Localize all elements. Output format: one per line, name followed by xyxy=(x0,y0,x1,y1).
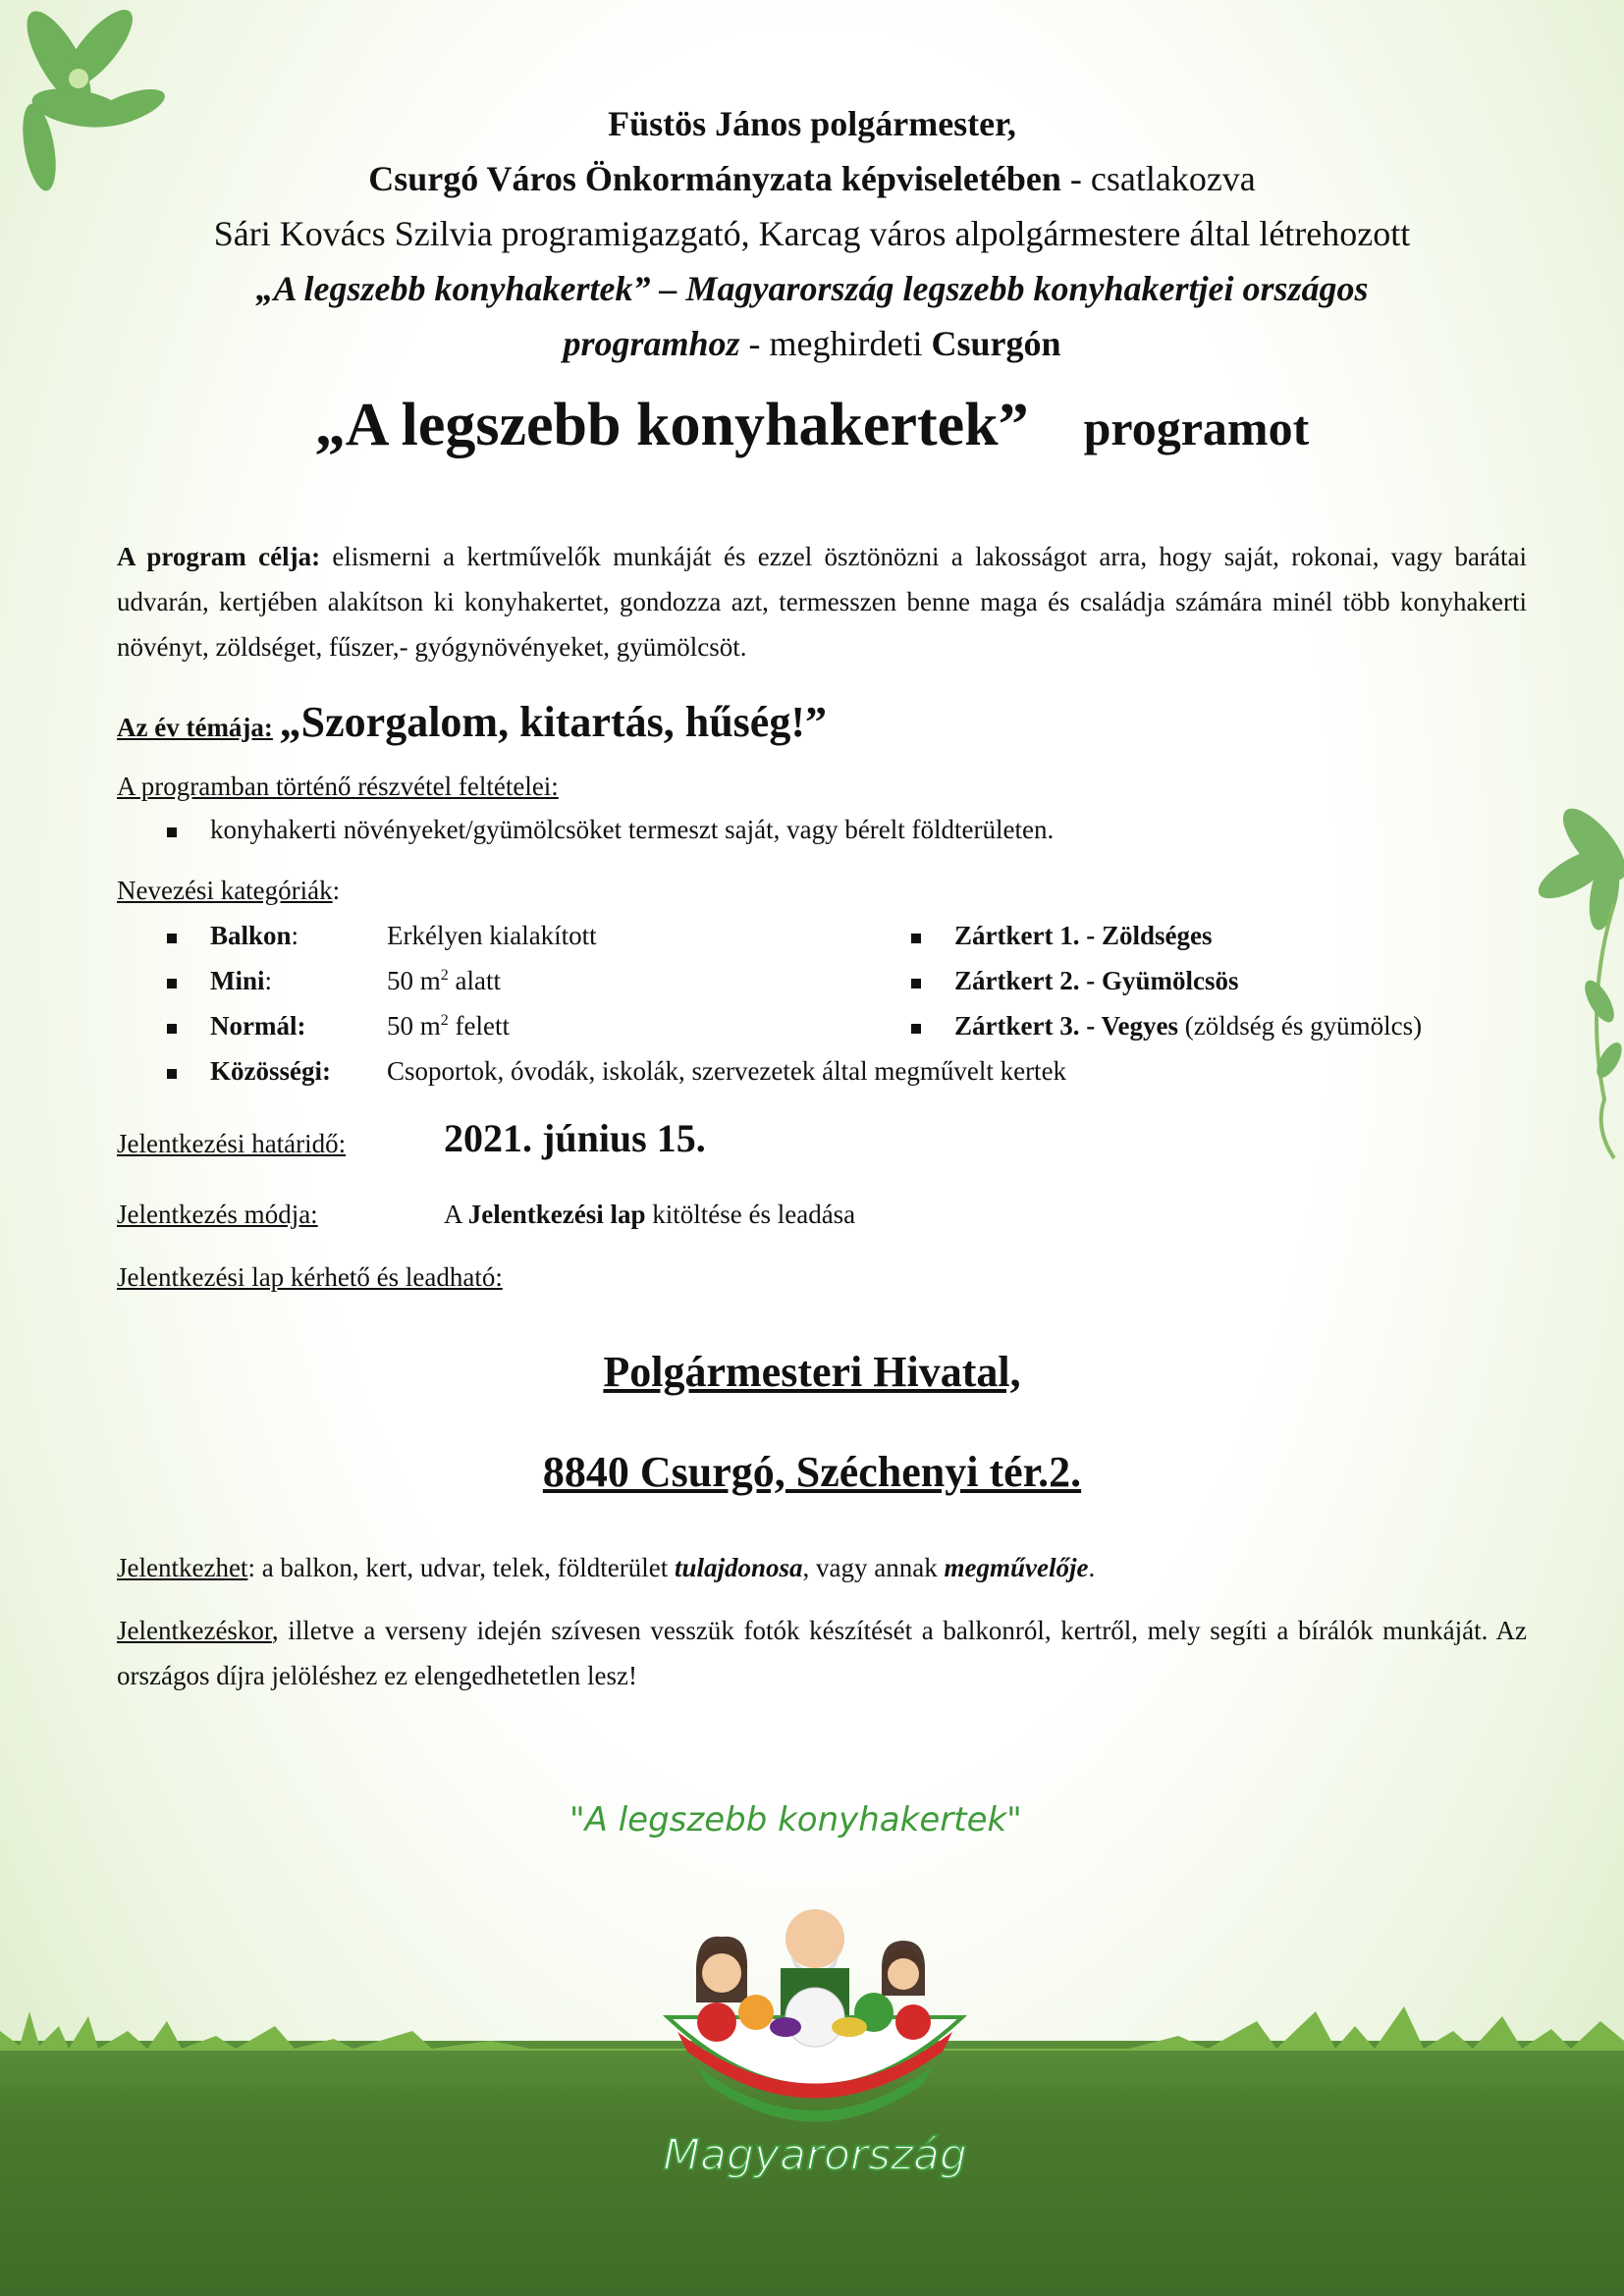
header-town: Csurgón xyxy=(931,324,1061,363)
method-label xyxy=(117,1200,318,1230)
method-form: Jelentkezési lap xyxy=(467,1200,646,1229)
deadline-label xyxy=(117,1129,346,1159)
categories-label-text: Nevezési kategóriák xyxy=(117,876,333,905)
theme-line xyxy=(117,695,1527,755)
header-joined: - csatlakozva xyxy=(1060,159,1256,198)
category-name: Normál: xyxy=(210,1011,306,1041)
desc-sup: 2 xyxy=(440,1012,449,1029)
deadline-date: 2021. június 15. xyxy=(444,1116,706,1160)
bullet-icon xyxy=(167,1069,177,1079)
apply-text3: . xyxy=(1088,1553,1096,1582)
photos-paragraph xyxy=(117,1608,1527,1698)
category-desc xyxy=(387,966,501,996)
where-label-text: Jelentkezési lap kérhető és leadható: xyxy=(117,1262,503,1292)
category-name: Zártkert 2. - Gyümölcsös xyxy=(954,966,1239,995)
bullet-icon xyxy=(167,979,177,988)
category-colon: : xyxy=(264,966,273,995)
title-suffix: programot xyxy=(1083,400,1310,455)
header-line4: „A legszebb konyhakertek” – Magyarország legszebb konyhakertjei országos xyxy=(255,269,1369,308)
theme-label: Az év témája: xyxy=(117,713,273,742)
category-item xyxy=(911,921,1212,951)
category-colon: : xyxy=(291,921,299,950)
desc-sup: 2 xyxy=(440,967,449,984)
category-desc: Csoportok, óvodák, iskolák, szervezetek által megművelt kertek xyxy=(387,1056,1067,1086)
header-mayor: Füstös János polgármester, xyxy=(608,104,1016,143)
deadline-label-text: Jelentkezési határidő: xyxy=(117,1129,347,1158)
conditions-label xyxy=(117,772,559,802)
bullet-icon xyxy=(167,828,177,837)
header-municipality: Csurgó Város Önkormányzata képviseletében xyxy=(368,159,1061,198)
condition-text: konyhakerti növényeket/gyümölcsöket termeszt saját, vagy bérelt földterületen. xyxy=(210,815,1055,844)
desc-pre: 50 m xyxy=(387,966,441,995)
method-label-text: Jelentkezés módja: xyxy=(117,1200,318,1229)
header-program: programhoz xyxy=(563,324,740,363)
list-item xyxy=(167,815,1054,845)
category-extra: (zöldség és gyümölcs) xyxy=(1177,1011,1423,1041)
title-main: „A legszebb konyhakertek” xyxy=(314,392,1029,458)
method-pre: A xyxy=(444,1200,468,1229)
category-item xyxy=(167,1056,331,1087)
method-post: kitöltése és leadása xyxy=(645,1200,856,1229)
categories-colon: : xyxy=(332,876,341,905)
logo-arc-text: "A legszebb konyhakertek" xyxy=(569,1800,1022,1840)
goal-paragraph xyxy=(117,534,1527,669)
office-name: Polgármesteri Hivatal, xyxy=(603,1348,1021,1396)
conditions-label-text: A programban történő részvétel feltételei: xyxy=(117,772,559,801)
bullet-icon xyxy=(911,1024,921,1034)
category-item xyxy=(167,966,272,996)
category-desc: Erkélyen kialakított xyxy=(387,921,597,950)
category-name: Mini xyxy=(210,966,265,995)
bullet-icon xyxy=(911,934,921,943)
desc-post: alatt xyxy=(448,966,501,995)
category-item xyxy=(167,921,298,951)
category-item xyxy=(167,1011,305,1041)
apply-label: Jelentkezhet xyxy=(117,1553,248,1582)
photos-text: , illetve a verseny idején szívesen vesszük fotók készítését a balkonról, kertről, mely segíti a bírálók munkáját. Az országos díjra jelöléshez ez elengedhetetlen lesz! xyxy=(117,1616,1527,1690)
categories-label xyxy=(117,876,340,906)
bullet-icon xyxy=(911,979,921,988)
method-value xyxy=(444,1200,855,1230)
bullet-icon xyxy=(167,1024,177,1034)
bullet-icon xyxy=(167,934,177,943)
goal-label: A program célja: xyxy=(117,542,321,571)
program-logo xyxy=(569,1800,1060,2194)
theme-value: „Szorgalom, kitartás, hűség!” xyxy=(279,698,827,746)
apply-owner: tulajdonosa xyxy=(674,1553,803,1582)
apply-cultivator: megművelője xyxy=(944,1553,1089,1582)
category-item xyxy=(911,1011,1422,1041)
category-name: Zártkert 1. - Zöldséges xyxy=(954,921,1213,950)
office-address: 8840 Csurgó, Széchenyi tér.2. xyxy=(542,1448,1082,1496)
goal-text: elismerni a kertművelők munkáját és ezzel ösztönözni a lakosságot arra, hogy saját, rokonai, vagy barátai udvarán, kertjében alakítson ki konyhakertet, gondozza azt, termesszen benne maga és családja számára minél több konyhakerti növényt, zöldséget, fűszer,- gyógynövényeket, gyümölcsöt. xyxy=(117,542,1527,662)
photos-label: Jelentkezéskor xyxy=(117,1616,272,1645)
desc-pre: 50 m xyxy=(387,1011,441,1041)
header xyxy=(108,96,1516,371)
desc-post: felett xyxy=(448,1011,510,1041)
apply-text1: : a balkon, kert, udvar, telek, földterület xyxy=(247,1553,675,1582)
page-title xyxy=(108,391,1516,460)
header-line2 xyxy=(108,151,1516,206)
apply-paragraph xyxy=(117,1545,1527,1590)
leaf-decoration-icon xyxy=(1506,805,1624,1158)
where-label xyxy=(117,1262,503,1293)
header-line5 xyxy=(108,316,1516,371)
category-desc xyxy=(387,1011,510,1041)
logo-country-text: Magyarország xyxy=(663,2130,967,2180)
category-name: Közösségi: xyxy=(210,1056,331,1086)
header-line3: Sári Kovács Szilvia programigazgató, Karcag város alpolgármestere által létrehozott xyxy=(213,214,1411,253)
category-name: Balkon xyxy=(210,921,292,950)
category-name: Zártkert 3. - Vegyes xyxy=(954,1011,1178,1041)
category-item xyxy=(911,966,1238,996)
apply-text2: , vagy annak xyxy=(802,1553,945,1582)
header-announces: - meghirdeti xyxy=(739,324,932,363)
